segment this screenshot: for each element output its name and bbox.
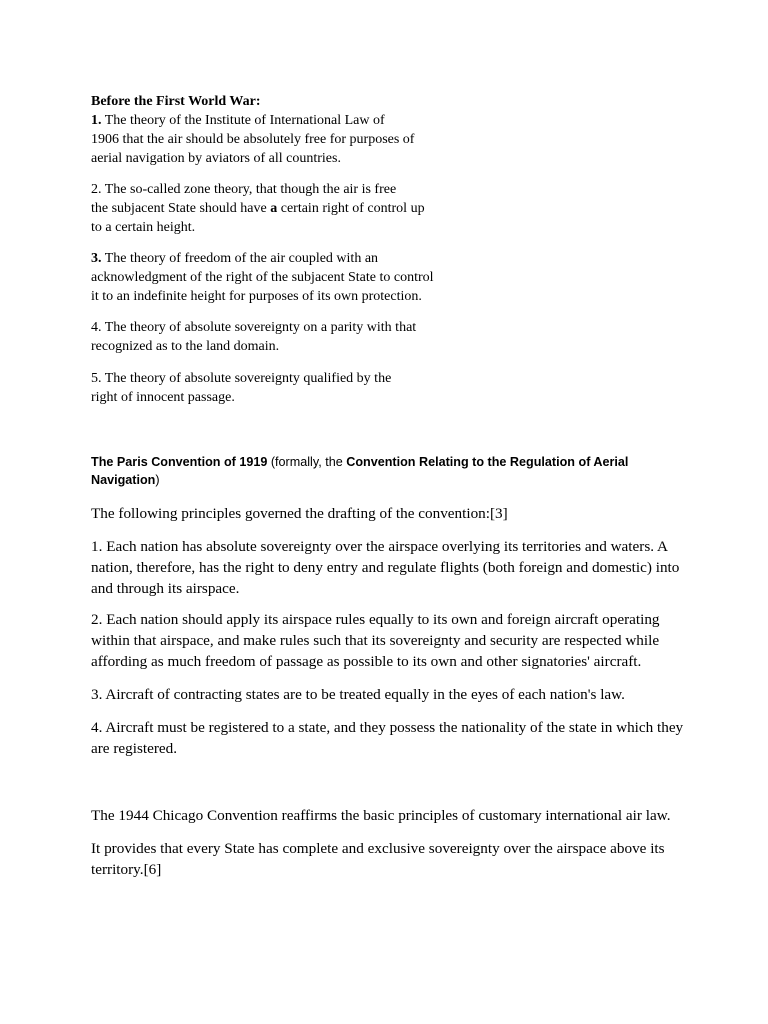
item-4: 4. The theory of absolute sovereignty on a parity with that recognized as to the land domain. xyxy=(91,320,417,354)
item-1-line-2: 1906 that the air should be absolutely free for purposes of xyxy=(91,132,415,147)
chicago-paragraph-2: It provides that every State has complete and exclusive sovereignty over the airspace above its territory.[6] xyxy=(91,840,665,878)
principle-2: 2. Each nation should apply its airspace rules equally to its own and foreign aircraft operating within that airspace, and make rules such that its sovereignty and security are respected while affording as much freedom of passage as possible to its own and other signatories' aircraft. xyxy=(91,611,660,670)
section-before-ww1 xyxy=(91,92,414,168)
principle-1: 1. Each nation has absolute sovereignty over the airspace overlying its territories and waters. A nation, therefore, has the right to deny entry and regulate flights (both foreign and domestic) into and through its airspace. xyxy=(91,538,680,597)
item-5: 5. The theory of absolute sovereignty qualified by the right of innocent passage. xyxy=(91,371,392,405)
principle-4: 4. Aircraft must be registered to a state, and they possess the nationality of the state in which they are registered. xyxy=(91,719,684,757)
item-1-line-3: aerial navigation by aviators of all countries. xyxy=(91,151,341,166)
paris-convention-heading: The Paris Convention of 1919 (formally, the Convention Relating to the Regulation of Aerial Navigation) xyxy=(91,455,629,487)
section-heading: Before the First World War: xyxy=(91,94,261,109)
paris-intro: The following principles governed the drafting of the convention:[3] xyxy=(91,505,508,522)
principle-3: 3. Aircraft of contracting states are to be treated equally in the eyes of each nation's law. xyxy=(91,686,625,703)
item-3: 3. The theory of freedom of the air coupled with an acknowledgment of the right of the subjacent State to control it to an indefinite height for purposes of its own protection. xyxy=(91,251,434,304)
item-1-line-1: 1. The theory of the Institute of International Law of xyxy=(91,113,385,128)
item-2: 2. The so-called zone theory, that though the air is free the subjacent State should have a certain right of control up to a certain height. xyxy=(91,182,425,235)
chicago-paragraph-1: The 1944 Chicago Convention reaffirms the basic principles of customary international air law. xyxy=(91,807,671,824)
